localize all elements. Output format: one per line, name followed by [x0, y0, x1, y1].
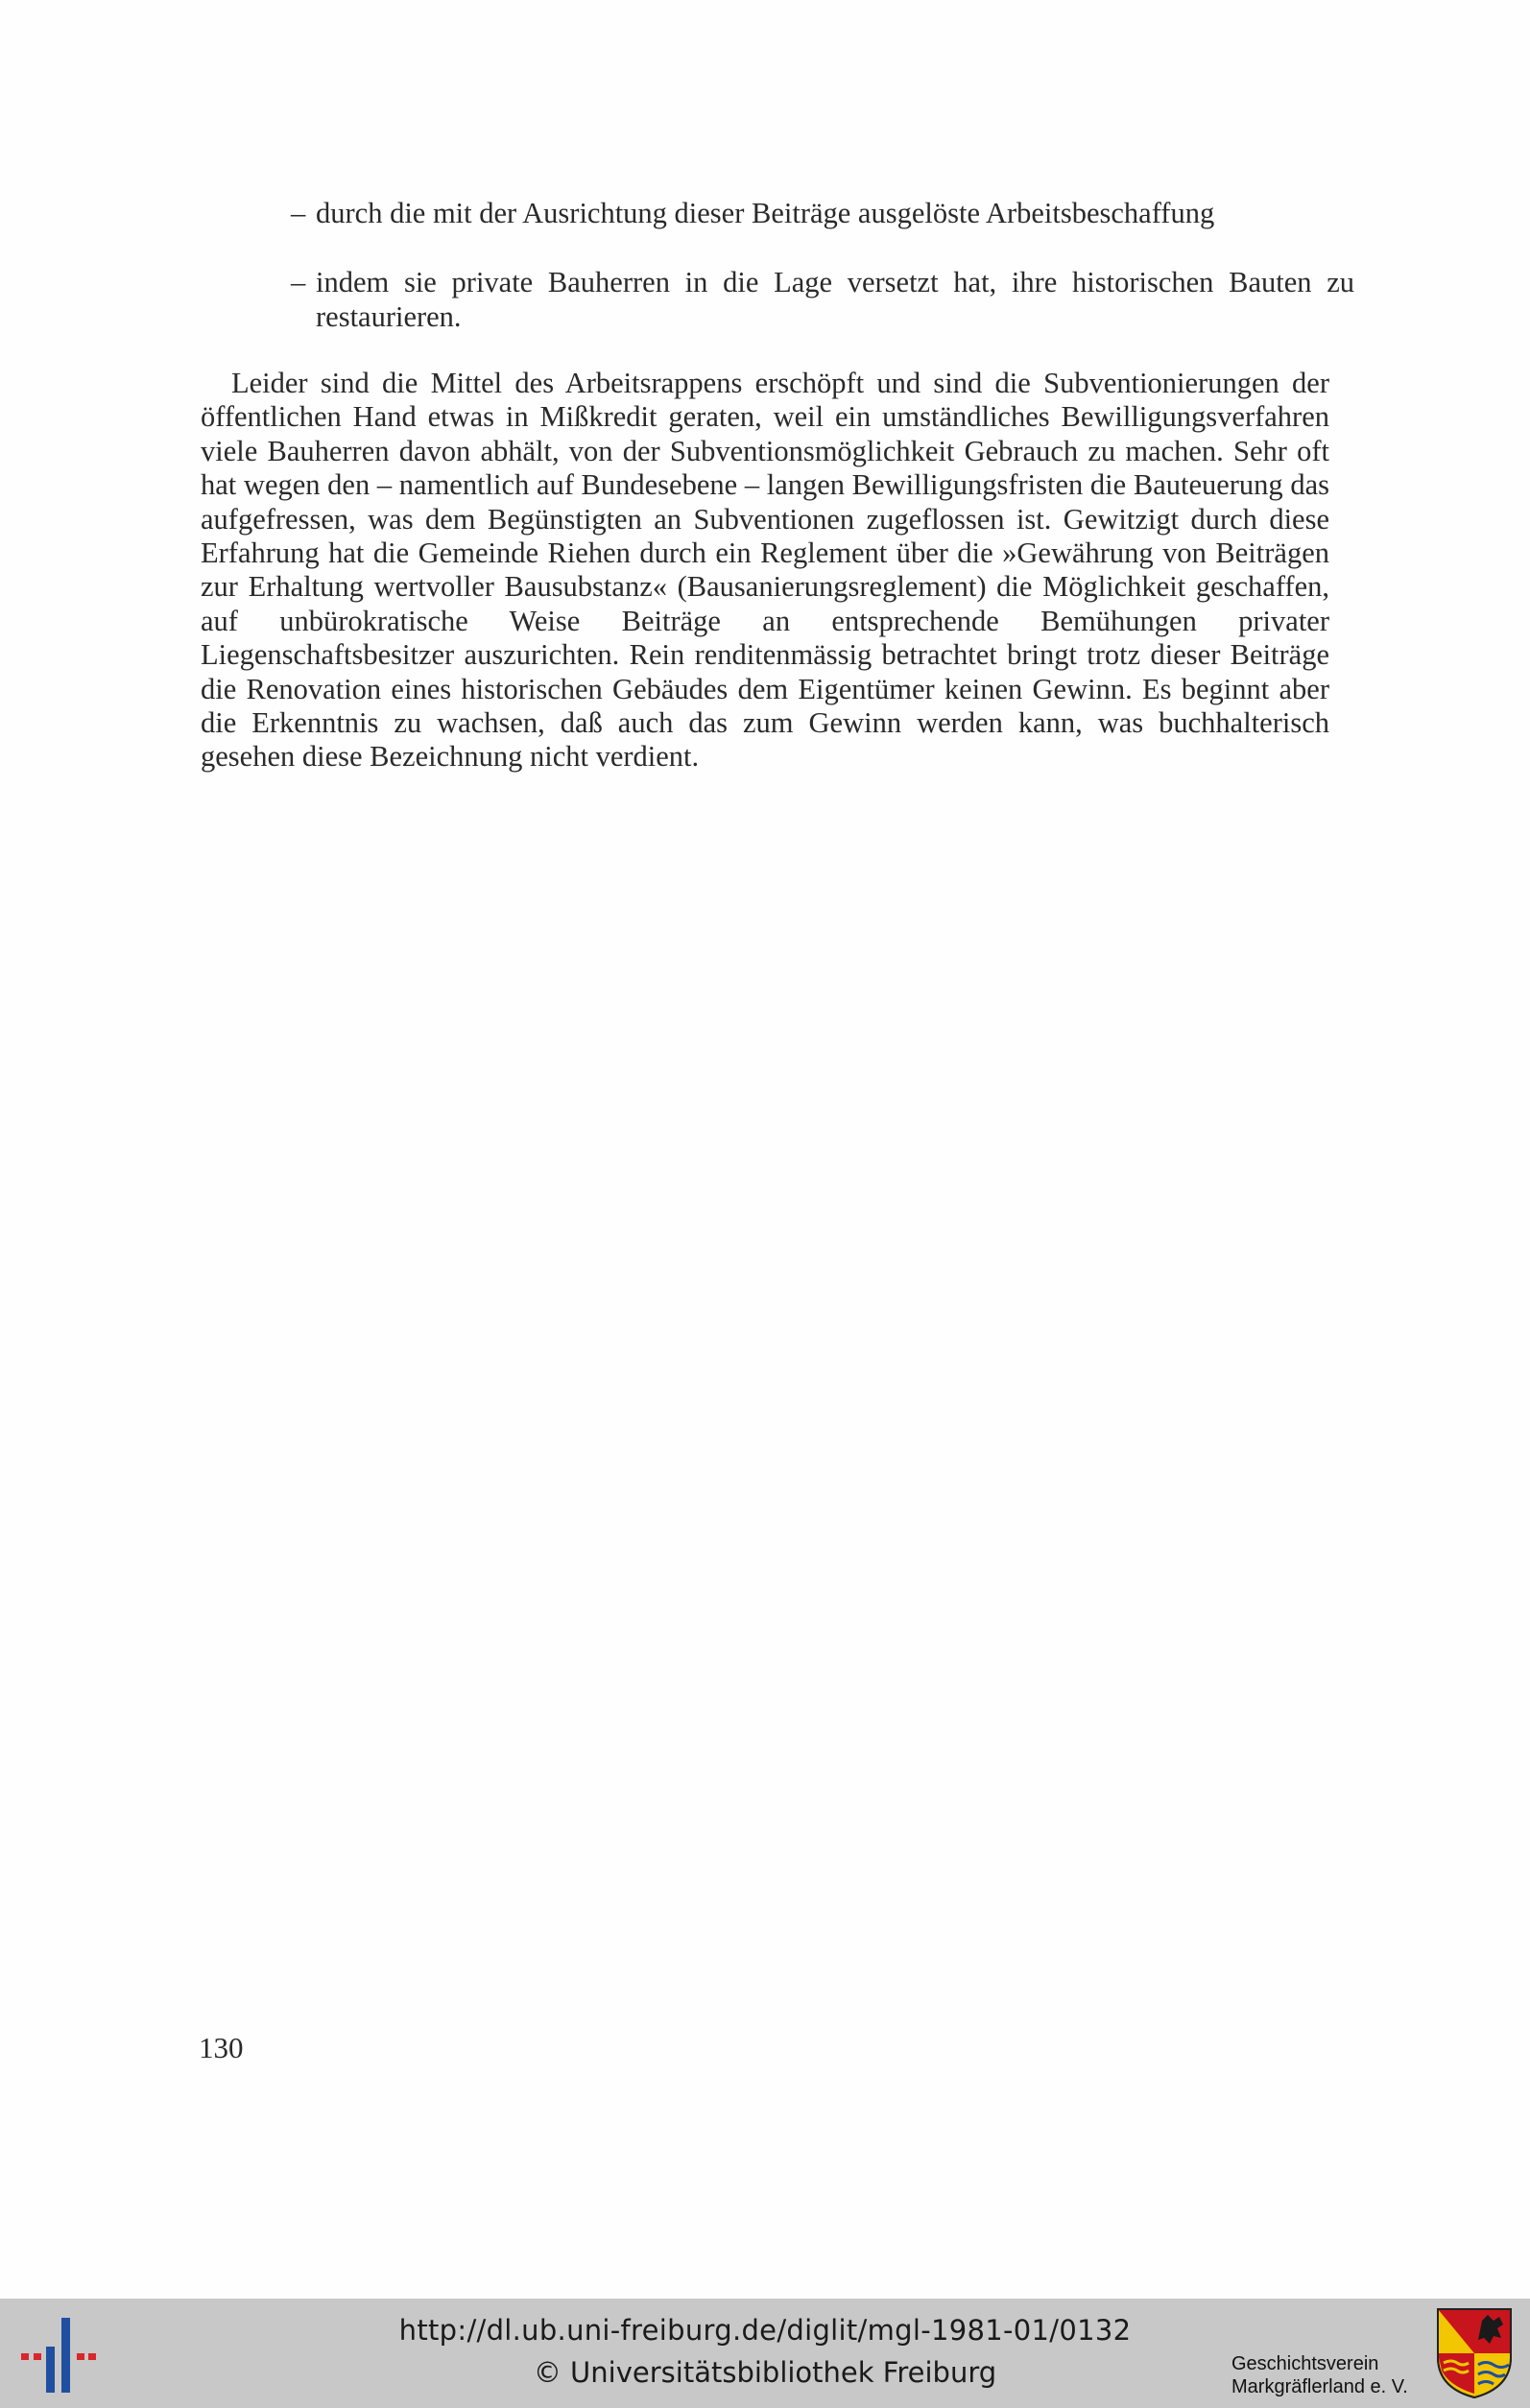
bullet-text: durch die mit der Ausrichtung dieser Beiträge ausgelöste Arbeitsbeschaffung	[316, 197, 1215, 229]
bullet-item	[291, 196, 1354, 230]
coat-of-arms-icon	[1436, 2307, 1513, 2399]
footer-url-link[interactable]: http://dl.ub.uni-freiburg.de/diglit/mgl-1981-01/0132	[398, 2314, 1132, 2347]
footer-copyright: © Universitätsbibliothek Freiburg	[533, 2356, 997, 2389]
society-line-2: Markgräflerland e. V.	[1231, 2376, 1408, 2397]
bullet-item	[291, 265, 1354, 334]
society-line-1: Geschichtsverein	[1231, 2353, 1379, 2374]
bullet-dash: –	[291, 197, 306, 229]
bullet-dash: –	[291, 266, 306, 298]
body-paragraph: Leider sind die Mittel des Arbeitsrappens erschöpft und sind die Subventionierungen der öffentlichen Hand etwas in Mißkredit geraten, weil ein umständliches Bewilligungsverfahren viele Bauherren davon abhält, von der Subventionsmöglichkeit Gebrauch zu machen. Sehr oft hat wegen den – namentlich auf Bundesebene – langen Bewilligungsfristen die Bauteuerung das aufgefressen, was dem Begünstigten an Subventionen zugeflossen ist. Gewitzigt durch diese Erfahrung hat die Gemeinde Riehen durch ein Reglement über die »Gewährung von Beiträgen zur Erhaltung wertvoller Bausubstanz« (Bausanierungsreglement) die Möglichkeit geschaffen, auf unbürokratische Weise Beiträge an entsprechende Bemühungen privater Liegenschaftsbesitzer auszurichten. Rein renditenmässig betrachtet bringt trotz dieser Beiträge die Renovation eines historischen Gebäudes dem Eigentümer keinen Gewinn. Es beginnt aber die Erkenntnis zu wachsen, daß auch das zum Gewinn werden kann, was buchhalterisch gesehen diese Bezeichnung nicht verdient.	[201, 367, 1329, 774]
society-name	[1231, 2352, 1438, 2398]
page-number: 130	[199, 2031, 244, 2064]
bullet-text: indem sie private Bauherren in die Lage versetzt hat, ihre historischen Bauten zu restaurieren.	[316, 266, 1354, 333]
footer-bar	[0, 2299, 1530, 2408]
